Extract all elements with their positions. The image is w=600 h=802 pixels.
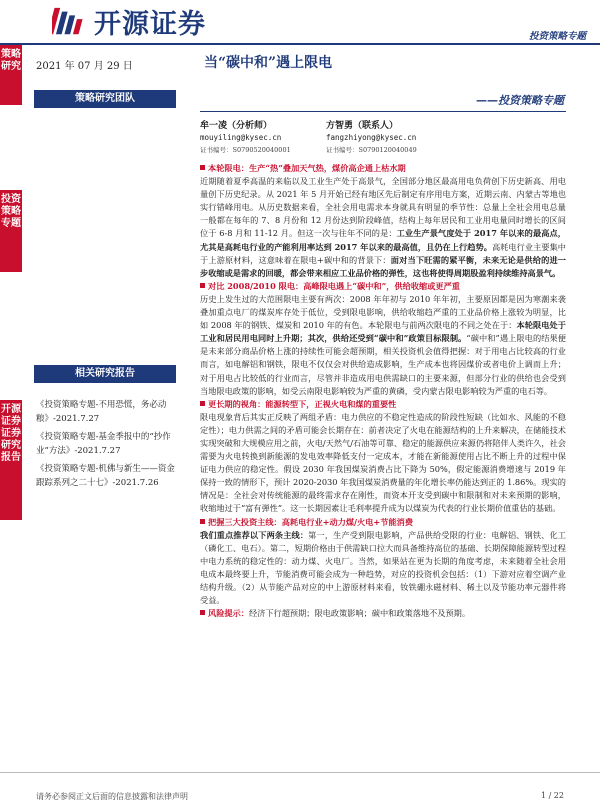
section-heading: 对比 2008/2010 限电：高峰限电遇上“碳中和”，供给收缩或更严重 xyxy=(200,280,566,293)
analyst-card xyxy=(200,120,291,156)
report-subtitle: ——投资策略专题 xyxy=(476,94,564,107)
page-number: 1 / 22 xyxy=(540,791,564,800)
section-heading: 本轮限电：生产“热”叠加天气热，煤价高企通上枯水期 xyxy=(200,162,566,175)
report-date: 2021 年 07 月 29 日 xyxy=(36,61,133,72)
section-heading: 把握三大投资主线：高耗电行业+动力煤/火电+节能消费 xyxy=(200,516,566,529)
header-rule xyxy=(0,43,600,45)
team-label: 策略研究团队 xyxy=(34,90,176,108)
section-heading: 更长期的视角：能源转型下，正视火电和煤的重要性 xyxy=(200,398,566,411)
related-report-item[interactable]: 《投资策略专题-机佛与新生——资金跟踪系列之二十七》-2021.7.26 xyxy=(36,464,175,488)
analyst-name: 方智勇（联系人） xyxy=(326,121,399,131)
analyst-cert: 证书编号：S0790520040001 xyxy=(200,146,291,154)
kaiyuan-logo-icon xyxy=(52,6,92,38)
related-reports-list xyxy=(36,398,178,494)
related-report-item[interactable]: 《投资策略专题-基金季报中的“抄作业”方法》-2021.7.27 xyxy=(36,432,171,456)
title-rule xyxy=(200,111,566,112)
side-strip-top: 策略研究 xyxy=(0,45,22,105)
bullet-icon xyxy=(200,401,205,406)
analyst-cert: 证书编号：S0790120040049 xyxy=(326,146,417,154)
report-type: 投资策略专题 xyxy=(528,31,586,42)
risk-note: 风险提示：经济下行超预期；限电政策影响；碳中和政策落地不及预期。 xyxy=(200,607,566,620)
disclaimer: 请务必参阅正文后面的信息披露和法律声明 xyxy=(36,792,188,801)
analyst-email[interactable]: fangzhiyong@kysec.cn xyxy=(326,133,417,142)
related-report-item[interactable]: 《投资策略专题-不用恐慌，务必动粮》-2021.7.27 xyxy=(36,400,167,424)
side-strip-middle: 投资策略专题 xyxy=(0,190,22,272)
footer-rule xyxy=(0,772,600,773)
bullet-icon xyxy=(200,283,205,288)
logo-text: 开源证券 xyxy=(94,9,206,40)
section-text: 我们重点推荐以下两条主线：第一，生产受到限电影响，产品供给受限的行业：电解铝、钢铁、化工（磷化工、电石）。第二，短期价格由于供需缺口拉大而具备维持高位的基础、长期保障能源转型过程中电力系统的稳定性的：动力煤、火电厂。当然，如果站在更为长期的角度考虑，未来随着全社会用电成本最终要上升，节能消费可能会成为一种趋势，对应的投资机会包括：（1）下游对应着空调产业结构升级。（2）从节能产品对应的中上游原材料来看，钕铁硼永磁材料、稀土以及节能功率元器件将受益。 xyxy=(200,529,566,606)
bullet-icon xyxy=(200,519,205,524)
analyst-email[interactable]: mouyiling@kysec.cn xyxy=(200,133,282,142)
report-title: 当“碳中和”遇上限电 xyxy=(204,55,333,71)
bullet-icon xyxy=(200,165,205,170)
section-text: 历史上发生过的大范围限电主要有两次：2008 年年初与 2010 年年初，主要原因都是因为寒潮来袭叠加重点电厂的煤炭库存处于低位，受到限电影响，供给收缩趋严重的工业品价格上涨较为明显，比如 2008 年的钢铁、煤炭和 2010 年的有色。本轮限电与前两次限电的不同之处在于：本轮限电处于工业和居民用电同时上升期；其次，供给还受到“碳中和”政策目标限制。“碳中和”遇上限电的结果便是未来部分商品价格上涨的持续性可能会超预期，相关投资机会值得把握：对于用电占比较高的行业而言，如电解铝和钢铁，限电不仅仅会对供给造成影响，生产成本也将因煤价或者电价上调而上升；对于用电占比较低的行业而言，尽管并非造成用电供需缺口的主要来源，但部分行业的供给也会受到当地限电政策的影响，如受云南限电影响较为严重的黄磷，受内蒙古限电影响较为严重的电石等。 xyxy=(200,293,566,396)
report-body xyxy=(200,162,566,620)
section-text: 近期随着夏季高温的来临以及工业生产处于高景气，全国部分地区最高用电负荷创下历史新高、用电量创下历史纪录。从 2021 年 5 月开始已经有地区先后制定有序用电方案，近期云南、内蒙古等地也实行错峰用电。从历史数据来看，全社会用电需求本身就具有明显的季节性：总量上全社会用电总量一般都在每年的 7、8 月份和 12 月份达到阶段峰值，结构上每年居民和工业用电量同时增长的区间位于 6-8 月和 11-12 月。但这一次与往年不同的是：工业生产景气度处于 2017 年以来的最高点，尤其是高耗电行业的产能利用率达到 2017 年以来的最高值，且仍在上行趋势。高耗电行业主要集中于上游原材料，这意味着在限电+碳中和的背景下：面对当下旺需的紧平衡，未来无论是供给的进一步收缩或是需求的回暖，都会带来相应工业品价格的弹性，这也将使得周期股盈利持续维持高景气。 xyxy=(200,176,566,278)
section-text: 限电现象背后其实正反映了两组矛盾：电力供应的不稳定性造成的阶段性短缺（比如水、风能的不稳定性）；电力供需之间的矛盾可能会长期存在：前者决定了火电在能源结构的上升来解决，在储能技术实现突破和大规模应用之前，火电/天然气/石油等可靠、稳定的能源供应来源仍将陪伴人类许久，社会需要为火电转换到新能源的发电效率降低支付一定成本，才能在新能源使用占比不断上升的过程中保证电力供应的稳定性。假设 2030 年我国煤炭消费占比下降为 50%，假定能源消费增速与 2019 年保持一致的情形下，预计 2020-2030 年我国煤炭消费量的年化增长率仍能达到正的 1.86%。现实的情况是：全社会对传统能源的最终需求存在刚性，而资本开支受到碳中和限制和对未来预期的影响，收缩地过于“富有弹性”。这一长期因素让毛利率提升成为以煤炭为代表的行业长期价值重估的基础。 xyxy=(200,411,566,514)
analyst-card xyxy=(326,120,417,156)
bullet-icon xyxy=(200,610,205,615)
side-strip-bottom: 开源证券 证券研究报告 xyxy=(0,400,22,520)
analyst-name: 牟一凌（分析师） xyxy=(200,121,273,131)
related-reports-title: 相关研究报告 xyxy=(34,365,176,383)
